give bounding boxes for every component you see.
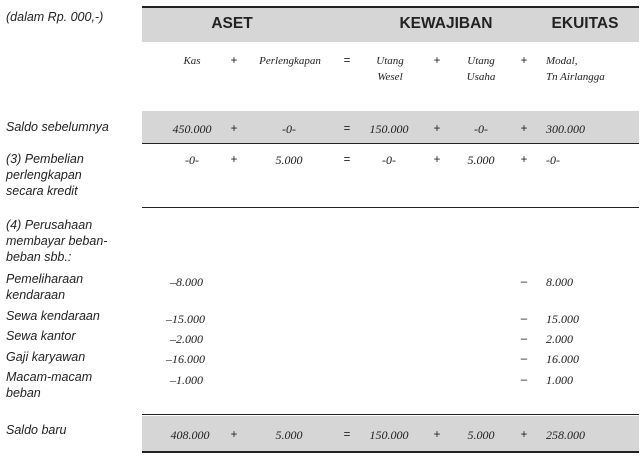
beban-item-label: kendaraan [6, 288, 66, 302]
beban-item-label: Sewa kantor [6, 329, 76, 343]
beban-item-label: Gaji karyawan [6, 350, 86, 364]
minus-sign: – [520, 374, 528, 386]
transaksi-3-perlengkapan: 5.000 [275, 153, 303, 167]
rule-before-saldo-baru [142, 414, 639, 415]
plus-sign: + [433, 429, 441, 441]
equals-sign: = [343, 429, 351, 441]
plus-sign: + [230, 429, 238, 441]
saldo-sebelumnya-label: Saldo sebelumnya [6, 120, 109, 134]
saldo-baru-utang-wesel: 150.000 [369, 428, 409, 442]
top-rule [142, 6, 639, 8]
beban-item-label: Pemeliharaan [6, 272, 84, 286]
saldo-sebelumnya-modal: 300.000 [546, 122, 585, 136]
equals-sign: = [343, 154, 351, 166]
header-ekuitas: EKUITAS [551, 15, 619, 32]
minus-sign: – [520, 313, 528, 325]
rule-after-transaksi-3 [142, 207, 639, 208]
col-utang-usaha-1: Utang [467, 55, 495, 67]
beban-item-modal: 15.000 [546, 312, 579, 326]
plus-sign: + [433, 154, 441, 166]
transaksi-4-label-line-2: membayar beban- [6, 234, 108, 248]
beban-item-modal: 8.000 [546, 275, 573, 289]
col-utang-wesel-2: Wesel [377, 71, 403, 83]
transaksi-3-label-line-3: secara kredit [6, 184, 78, 198]
col-utang-wesel-1: Utang [376, 55, 404, 67]
beban-item-label: beban [6, 386, 41, 400]
transaksi-3-label-line-1: (3) Pembelian [6, 152, 84, 166]
saldo-baru-perlengkapan: 5.000 [275, 428, 303, 442]
col-modal-1: Modal, [546, 55, 578, 67]
header-kewajiban: KEWAJIBAN [399, 15, 493, 32]
transaksi-3-kas: -0- [185, 153, 199, 167]
beban-item-kas: –2.000 [170, 332, 203, 346]
plus-sign: + [520, 429, 528, 441]
minus-sign: – [520, 353, 528, 365]
col-plus-2: + [433, 55, 441, 67]
plus-sign: + [433, 123, 441, 135]
plus-sign: + [230, 154, 238, 166]
beban-item-kas: –8.000 [170, 275, 203, 289]
plus-sign: + [520, 154, 528, 166]
minus-sign: – [520, 333, 528, 345]
beban-item-kas: –15.000 [166, 312, 205, 326]
beban-item-modal: 2.000 [546, 332, 573, 346]
plus-sign: + [520, 123, 528, 135]
rule-after-saldo-sebelumnya [142, 143, 639, 144]
col-plus-3: + [520, 55, 528, 67]
saldo-baru-modal: 258.000 [546, 428, 585, 442]
saldo-baru-label: Saldo baru [6, 423, 67, 437]
beban-item-label: Sewa kendaraan [6, 309, 100, 323]
transaksi-3-utang-wesel: -0- [382, 153, 396, 167]
equals-sign: = [343, 123, 351, 135]
saldo-sebelumnya-kas: 450.000 [172, 122, 212, 136]
col-kas: Kas [183, 55, 201, 67]
beban-item-kas: –1.000 [170, 373, 203, 387]
beban-item-label: Macam-macam [6, 370, 93, 384]
plus-sign: + [230, 123, 238, 135]
saldo-sebelumnya-utang-usaha: -0- [474, 122, 488, 136]
saldo-sebelumnya-perlengkapan: -0- [282, 122, 296, 136]
transaksi-3-utang-usaha: 5.000 [467, 153, 495, 167]
saldo-baru-utang-usaha: 5.000 [467, 428, 495, 442]
col-perlengkapan: Perlengkapan [259, 55, 321, 67]
header-aset: ASET [211, 15, 253, 32]
saldo-baru-kas: 408.000 [170, 428, 210, 442]
minus-sign: – [520, 276, 528, 288]
beban-item-modal: 1.000 [546, 373, 573, 387]
beban-item-kas: –16.000 [166, 352, 205, 366]
saldo-sebelumnya-utang-wesel: 150.000 [369, 122, 409, 136]
transaksi-3-label-line-2: perlengkapan [6, 168, 82, 182]
transaksi-4-label-line-3: beban sbb.: [6, 250, 72, 264]
bottom-rule [142, 451, 639, 453]
col-plus-1: + [230, 55, 238, 67]
beban-item-modal: 16.000 [546, 352, 579, 366]
transaksi-3-modal: -0- [546, 153, 560, 167]
col-utang-usaha-2: Usaha [466, 71, 496, 83]
col-modal-2: Tn Airlangga [546, 71, 605, 83]
transaksi-4-label-line-1: (4) Perusahaan [6, 218, 93, 232]
col-equals: = [343, 55, 351, 67]
unit-note: (dalam Rp. 000,-) [6, 10, 104, 24]
